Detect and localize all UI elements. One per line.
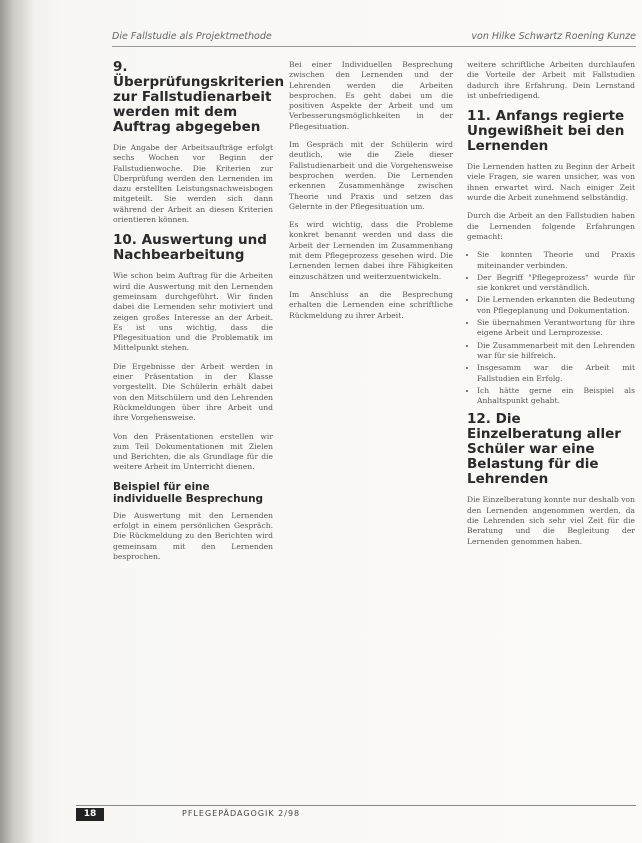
column-right <box>467 60 635 555</box>
subheading-example: Beispiel für eine individuelle Besprechung <box>113 480 264 505</box>
book-spine-shadow <box>0 0 34 843</box>
paragraph-section-11-b: Durch die Arbeit an den Fallstudien haben die Lernenden folgende Erfahrungen gemacht: <box>467 211 635 241</box>
paragraph-section-10-b: Die Ergebnisse der Arbeit werden in einer Präsentation in der Klasse vorgestellt. Die Schülerin erhält dabei von den Mitschülern und den Lehrenden Rückmeldungen über ihre Arbeit und ihre Vorgehensweise. <box>113 361 273 423</box>
list-item: • Der Begriff "Pflegeprozess" wurde für sie konkret und verständlich. <box>477 273 635 294</box>
header-right-authors: von Hilke Schwartz Roening Kunze <box>471 31 636 42</box>
heading-section-11: 11. Anfangs regierte Ungewißheit bei den Lernenden <box>467 108 625 155</box>
paragraph-section-10-c: Von den Präsentationen erstellen wir zum Teil Dokumentationen mit Zielen und Berichten, die als Grundlage für die weitere Arbeit im Unterricht dienen. <box>113 431 273 472</box>
paragraph-section-10-a: Wie schon beim Auftrag für die Arbeiten wird die Auswertung mit den Lernenden gemeinsam durchgeführt. Wir finden dabei die Lernenden sehr motiviert und zeigen großes Interesse an der Arbeit. Es ist uns wichtig, dass die Pflegesituation und die Problematik im Mittelpunkt stehen. <box>113 271 273 353</box>
running-header <box>112 30 636 47</box>
paragraph-middle-3: Es wird wichtig, dass die Probleme konkret benannt werden und dass die Arbeit der Lernenden im Zusammenhang mit dem Pflegeprozess gesehen wird. Die Lernenden lernen dabei ihre Fähigkeiten einzuschätzen und weiterzuentwickeln. <box>289 220 453 281</box>
page-footer <box>76 805 636 818</box>
list-item: • Die Zusammenarbeit mit den Lehrenden war für sie hilfreich. <box>477 341 635 362</box>
paragraph-middle-4: Im Anschluss an die Besprechung erhalten die Lernenden eine schriftliche Rückmeldung zu ihrer Arbeit. <box>289 289 453 320</box>
heading-section-10: 10. Auswertung und Nachbearbeitung <box>113 232 267 264</box>
experience-list <box>467 250 635 406</box>
column-left <box>113 59 285 570</box>
paragraph-section-11-a: Die Lernenden hatten zu Beginn der Arbeit viele Fragen, sie waren unsicher, was von ihnen erwartet wird. Nach einiger Zeit wurde die Arbeit zunehmend selbständig. <box>467 162 635 203</box>
page-number: 18 <box>76 808 104 821</box>
paragraph-example: Die Auswertung mit den Lernenden erfolgt in einem persönlichen Gespräch. Die Rückmeldung zu den Berichten wird gemeinsam mit den Lernenden besprochen. <box>113 510 273 561</box>
publication-name: PFLEGEPÄDAGOGIK 2/98 <box>182 809 301 818</box>
heading-section-9: 9. Überprüfungskriterien zur Fallstudienarbeit werden mit dem Auftrag abgegeben <box>113 59 285 135</box>
paragraph-middle-1: Bei einer Individuellen Besprechung zwischen den Lernenden und der Lehrenden werden die Arbeiten besprochen. Es geht dabei um die positiven Aspekte der Arbeit und um Verbesserungsmöglichkeiten in der Pflegesituation. <box>289 60 453 131</box>
list-item: • Ich hätte gerne ein Beispiel als Anhaltspunkt gehabt. <box>477 386 635 407</box>
paragraph-middle-2: Im Gespräch mit der Schülerin wird deutlich, wie die Ziele dieser Fallstudienarbeit und die Vorgehensweise besprochen werden. Die Lernenden erkennen Zusammenhänge zwischen Theorie und Praxis und setzen das Gelernte in der Pflegesituation um. <box>289 140 453 211</box>
paragraph-section-12: Die Einzelberatung konnte nur deshalb von den Lernenden angenommen werden, da die Lehrenden sich sehr viel Zeit für die Beratung und die Begleitung der Lernenden genommen haben. <box>467 495 635 546</box>
list-item: • Sie übernahmen Verantwortung für ihre eigene Arbeit und Lernprozesse. <box>477 318 635 339</box>
column-middle <box>289 60 453 329</box>
heading-section-12: 12. Die Einzelberatung aller Schüler war eine Belastung für die Lehrenden <box>467 411 621 488</box>
paragraph-right-intro: weitere schriftliche Arbeiten durchlaufen die Vorteile der Arbeit mit Fallstudien dadurch ihre Erfahrung. Dein Lernstand ist unbefriedigend. <box>467 60 635 100</box>
list-item: • Insgesamm war die Arbeit mit Fallstudien ein Erfolg. <box>477 363 635 384</box>
header-left-title: Die Fallstudie als Projektmethode <box>112 31 272 42</box>
paragraph-section-9: Die Angabe der Arbeitsaufträge erfolgt sechs Wochen vor Beginn der Fallstudienwoche. Die Kriterien zur Überprüfung werden den Lernenden im dazu erstellten Leistungsnachweisbogen mitgeteilt. Sie werden sich dann während der Arbeit an diesen Kriterien orientieren können. <box>113 143 273 225</box>
list-item: • Sie konnten Theorie und Praxis miteinander verbinden. <box>477 250 635 271</box>
list-item: • Die Lernenden erkannten die Bedeutung von Pflegeplanung und Dokumentation. <box>477 295 635 316</box>
